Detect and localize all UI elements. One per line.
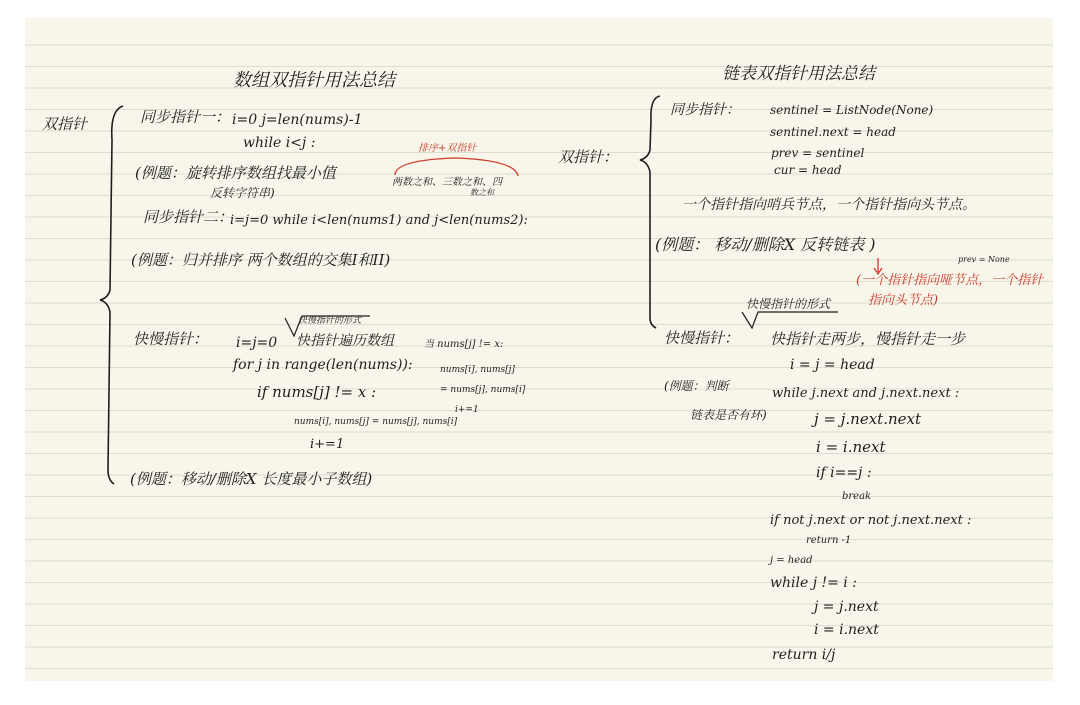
- right-sync-code2: sentinel.next = head: [770, 125, 896, 139]
- right-code12: i = i.next: [814, 622, 879, 638]
- left-fastslow-code1c: 当 nums[j] != x:: [424, 339, 504, 350]
- right-code4: i = i.next: [816, 438, 886, 456]
- left-fastslow-code2: for j in range(len(nums)):: [233, 357, 413, 373]
- right-fastslow-note: 快慢指针的形式: [746, 297, 831, 311]
- left-sync1-code2: while i<j :: [243, 135, 316, 151]
- right-example1: (例题： 移动/删除X 反转链表 ): [655, 235, 876, 254]
- left-label: 双指针: [42, 115, 88, 133]
- right-label: 双指针：: [558, 148, 619, 166]
- right-sync-code4: cur = head: [774, 163, 842, 177]
- right-example2b: 链表是否有环): [690, 408, 767, 422]
- right-code9: j = head: [770, 555, 813, 566]
- left-fastslow-label: 快慢指针：: [133, 330, 209, 348]
- right-red-note1: (一个指针指向哑节点，一个指针: [856, 273, 1044, 288]
- right-sync-code3: prev = sentinel: [771, 146, 865, 160]
- left-fastslow-code4: nums[i], nums[j] = nums[j], nums[i]: [294, 417, 458, 427]
- left-example1-extra: 两数之和、三数之和、四: [392, 177, 502, 188]
- left-sync1-label: 同步指针一：: [140, 108, 231, 126]
- right-code6: break: [842, 491, 872, 502]
- right-sync-code1: sentinel = ListNode(None): [770, 103, 934, 117]
- right-sync-label: 同步指针：: [670, 102, 740, 118]
- left-fastslow-side3: i+=1: [455, 405, 479, 415]
- right-desc: 一个指针指向哨兵节点，一个指针指向头节点。: [682, 197, 976, 213]
- right-code1: i = j = head: [790, 357, 875, 373]
- right-code3: j = j.next.next: [814, 410, 921, 428]
- left-fastslow-note: 快慢指针的形式: [298, 316, 362, 326]
- right-title: 链表双指针用法总结: [722, 64, 875, 84]
- right-code8: return -1: [806, 535, 852, 546]
- right-code11: j = j.next: [814, 599, 879, 615]
- right-code2: while j.next and j.next.next :: [772, 386, 960, 401]
- left-fastslow-code1: i=j=0: [236, 335, 278, 351]
- right-fastslow-desc: 快指针走两步，慢指针走一步: [770, 330, 966, 348]
- right-code5: if i==j :: [816, 465, 872, 481]
- right-fastslow-label: 快慢指针：: [664, 329, 740, 347]
- left-fastslow-code5: i+=1: [310, 437, 345, 452]
- left-fastslow-code1b: 快指针遍历数组: [296, 333, 394, 349]
- left-example1: (例题：旋转排序数组找最小值: [135, 164, 336, 182]
- right-code13: return i/j: [772, 647, 836, 663]
- left-example3: (例题：移动/删除X 长度最小子数组): [130, 470, 373, 488]
- right-code7: if not j.next or not j.next.next :: [770, 513, 972, 528]
- left-fastslow-side1: nums[i], nums[j]: [440, 365, 515, 375]
- left-red-note: 排序+双指针: [418, 143, 477, 154]
- right-code10: while j != i :: [770, 575, 857, 591]
- left-sync2-label: 同步指针二：: [143, 208, 234, 226]
- right-example2: (例题：判断: [664, 379, 729, 393]
- left-example1-sub: 反转字符串): [210, 186, 275, 200]
- right-red-note2: 指向头节点): [868, 293, 939, 308]
- left-example1-extra2: 数之和: [470, 188, 494, 197]
- left-example2: (例题：归并排序 两个数组的交集I和II): [131, 251, 391, 269]
- left-sync2-code: i=j=0 while i<len(nums1) and j<len(nums2):: [230, 213, 528, 228]
- left-fastslow-side2: = nums[j], nums[i]: [440, 385, 526, 395]
- left-title: 数组双指针用法总结: [233, 70, 395, 91]
- left-fastslow-code3: if nums[j] != x :: [257, 383, 377, 401]
- right-red-small: prev = None: [958, 255, 1010, 264]
- left-sync1-code: i=0 j=len(nums)-1: [232, 112, 363, 128]
